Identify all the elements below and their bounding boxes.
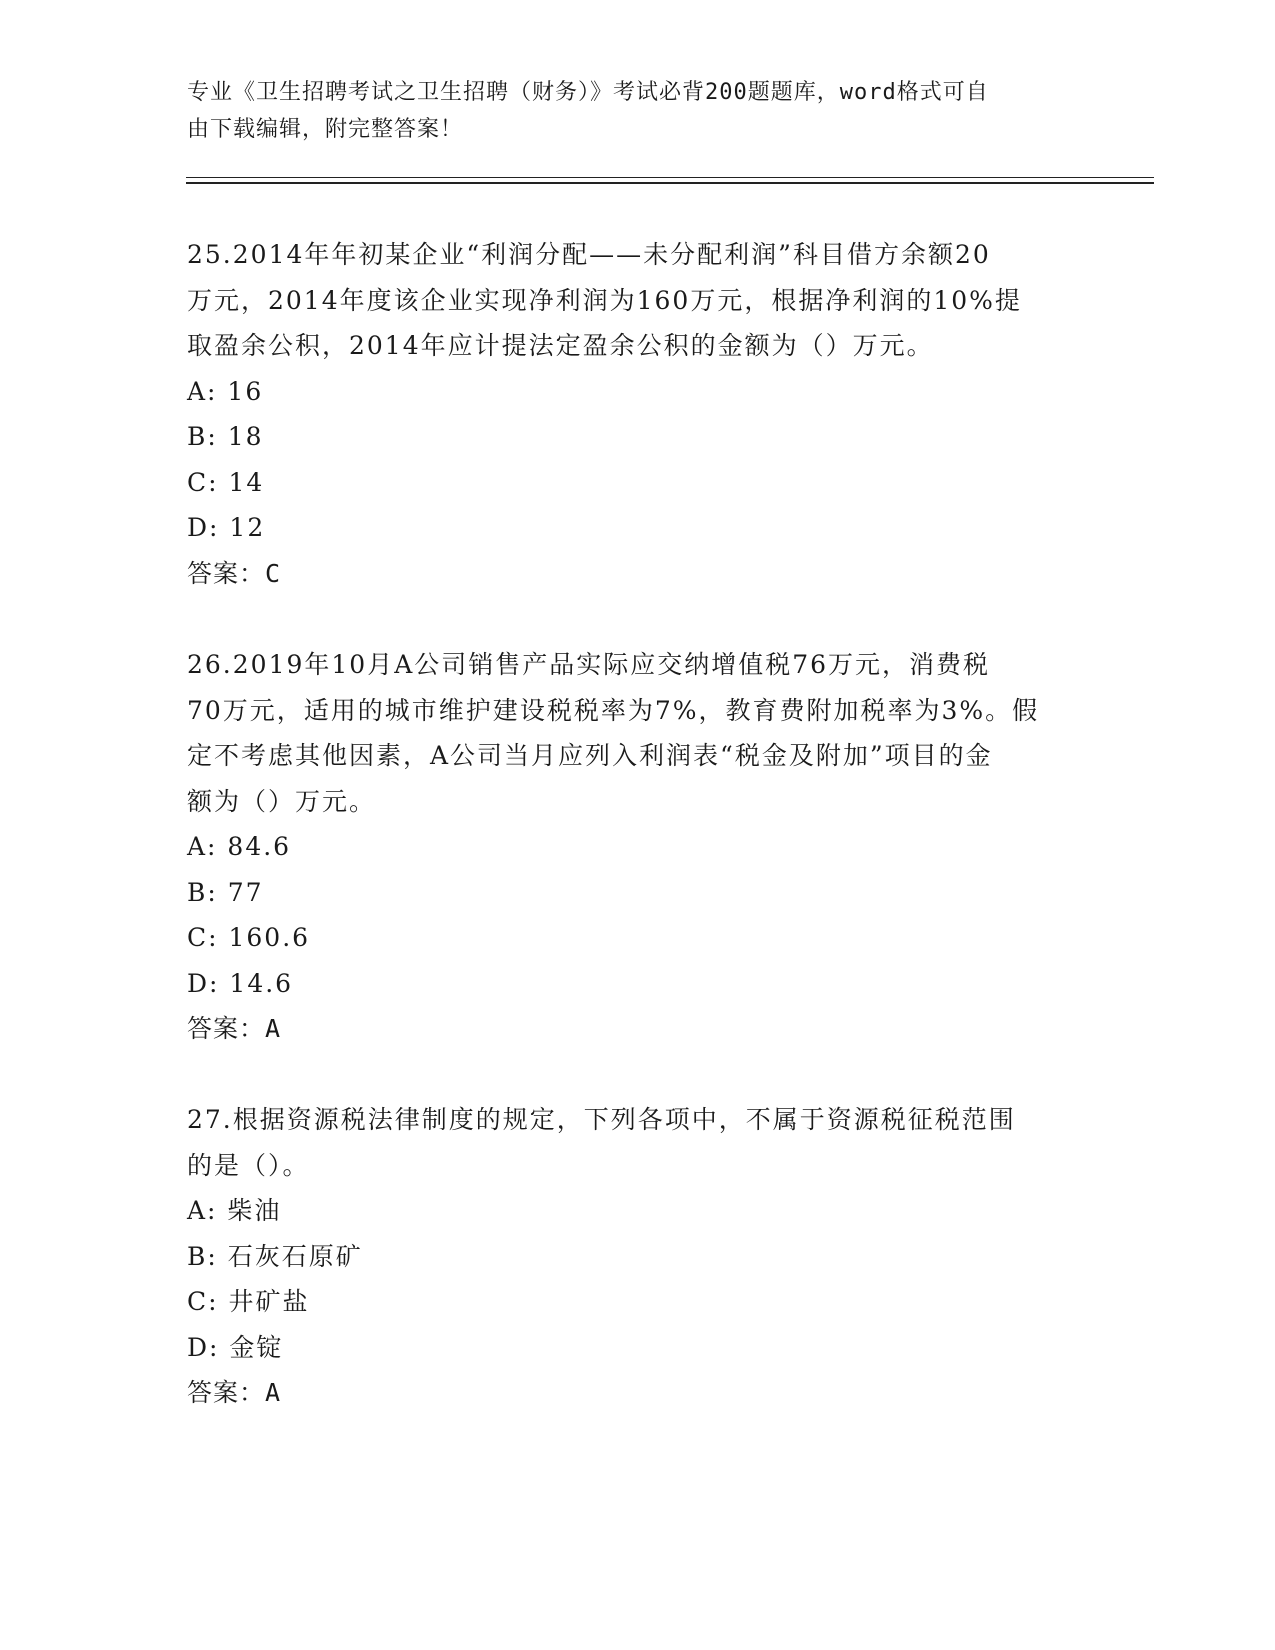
option-d: D: 14.6 — [187, 968, 294, 998]
option-b: B: 石灰石原矿 — [187, 1241, 363, 1271]
question-stem-line: 的是（）。 — [187, 1150, 310, 1180]
option-c: C: 160.6 — [187, 923, 311, 952]
option-b: B: 77 — [187, 877, 264, 907]
option-a: A: 16 — [187, 376, 264, 406]
option-a: A: 柴油 — [187, 1196, 282, 1225]
answer-label: 答案：A — [187, 1378, 282, 1407]
option-c: C: 井矿盐 — [187, 1287, 310, 1316]
option-a: A: 84.6 — [187, 832, 292, 861]
header-line: 专业《卫生招聘考试之卫生招聘（财务）》考试必背200题题库，word格式可自 — [187, 80, 989, 105]
question-stem-line: 26.2019年10月A公司销售产品实际应交纳增值税76万元，消费税 — [187, 650, 991, 679]
question-stem-line: 额为（）万元。 — [187, 786, 377, 816]
header-divider — [186, 182, 1154, 184]
answer-label: 答案：C — [187, 558, 282, 588]
option-d: D: 金锭 — [187, 1332, 284, 1362]
header-line: 由下载编辑，附完整答案！ — [187, 117, 464, 142]
question-stem-line: 定不考虑其他因素，A公司当月应列入利润表“税金及附加”项目的金 — [187, 741, 993, 770]
option-b: B: 18 — [187, 422, 264, 451]
option-c: C: 14 — [187, 467, 265, 497]
question-stem-line: 70万元，适用的城市维护建设税税率为7%，教育费附加税率为3%。假 — [187, 695, 1040, 725]
question-stem-line: 取盈余公积，2014年应计提法定盈余公积的金额为（）万元。 — [187, 331, 934, 360]
option-d: D: 12 — [187, 513, 266, 542]
question-stem-line: 27.根据资源税法律制度的规定，下列各项中，不属于资源税征税范围 — [187, 1105, 1016, 1134]
question-stem-line: 万元，2014年度该企业实现净利润为160万元，根据净利润的10%提 — [187, 285, 1022, 315]
question-25 — [187, 232, 1087, 596]
answer-label: 答案：A — [187, 1014, 282, 1043]
question-26 — [187, 642, 1087, 1052]
question-27 — [187, 1097, 1087, 1416]
question-stem-line: 25.2014年年初某企业“利润分配——未分配利润”科目借方余额20 — [187, 240, 991, 269]
document-header — [187, 74, 1067, 148]
header-divider — [186, 177, 1154, 178]
